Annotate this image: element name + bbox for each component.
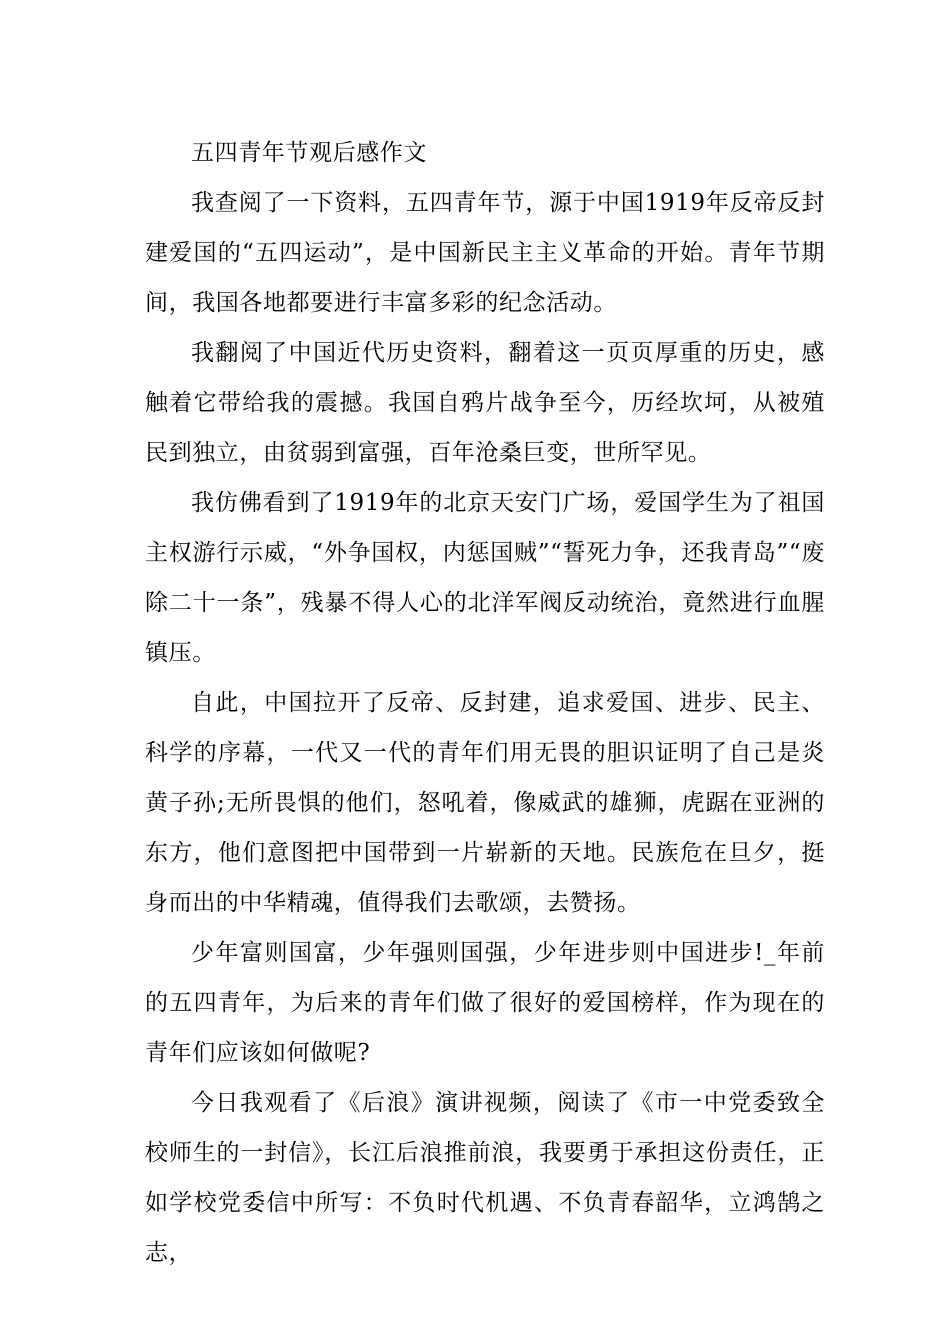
paragraph-6: 今日我观看了《后浪》演讲视频，阅读了《市一中党委致全校师生的一封信》，长江后浪推前浪，我要勇于承担这份责任，正如学校党委信中所写：不负时代机遇、不负青春韶华，立鸿鹄之志，: [145, 1090, 825, 1266]
paragraph-5: 少年富则国富，少年强则国强，少年进步则中国进步!_年前的五四青年，为后来的青年们做了很好的爱国榜样，作为现在的青年们应该如何做呢?: [145, 940, 825, 1066]
document-body: [145, 128, 825, 1278]
paragraph-3: 我仿佛看到了1919年的北京天安门广场，爱国学生为了祖国主权游行示威，“外争国权，内惩国贼”“誓死力争，还我青岛”“废除二十一条”，残暴不得人心的北洋军阀反动统治，竟然进行血腥镇压。: [145, 490, 825, 666]
paragraph-4: 自此，中国拉开了反帝、反封建，追求爱国、进步、民主、科学的序幕，一代又一代的青年们用无畏的胆识证明了自己是炎黄子孙;无所畏惧的他们，怒吼着，像威武的雄狮，虎踞在亚洲的东方，他们意图把中国带到一片崭新的天地。民族危在旦夕，挺身而出的中华精魂，值得我们去歌颂，去赞扬。: [145, 690, 825, 916]
document-title: 五四青年节观后感作文: [191, 140, 427, 166]
paragraph-1: 我查阅了一下资料，五四青年节，源于中国1919年反帝反封建爱国的“五四运动”，是中国新民主主义革命的开始。青年节期间，我国各地都要进行丰富多彩的纪念活动。: [145, 190, 825, 316]
paragraph-2: 我翻阅了中国近代历史资料，翻着这一页页厚重的历史，感触着它带给我的震撼。我国自鸦片战争至今，历经坎坷，从被殖民到独立，由贫弱到富强，百年沧桑巨变，世所罕见。: [145, 340, 825, 466]
